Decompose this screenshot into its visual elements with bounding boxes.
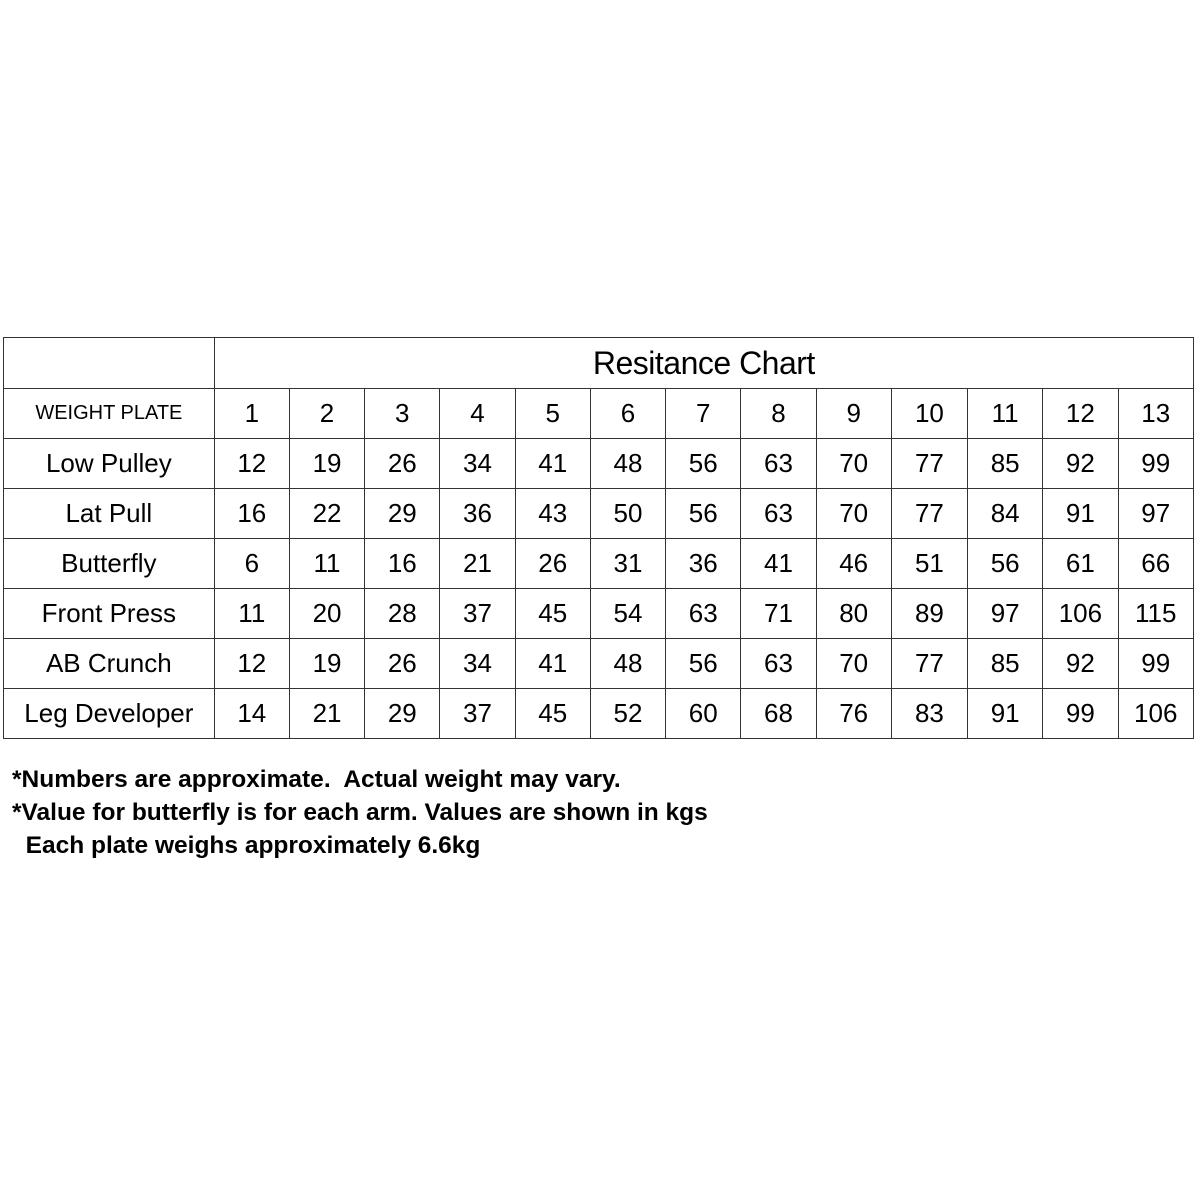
resistance-value-cell: 97: [1118, 489, 1194, 539]
plate-number-header: 8: [741, 389, 816, 439]
plate-number-header: 7: [666, 389, 741, 439]
header-row: [4, 389, 1194, 439]
resistance-value-cell: 34: [440, 439, 515, 489]
resistance-value-cell: 63: [741, 489, 816, 539]
plate-number-header: 10: [891, 389, 967, 439]
resistance-value-cell: 34: [440, 639, 515, 689]
resistance-value-cell: 61: [1043, 539, 1118, 589]
resistance-value-cell: 37: [440, 589, 515, 639]
resistance-chart-table: [3, 337, 1194, 739]
footnotes: [12, 763, 708, 862]
footnote-butterfly-units: *Value for butterfly is for each arm. Values are shown in kgs: [12, 799, 708, 826]
resistance-value-cell: 37: [440, 689, 515, 739]
table-row: [4, 689, 1194, 739]
resistance-value-cell: 41: [741, 539, 816, 589]
resistance-value-cell: 76: [816, 689, 891, 739]
resistance-value-cell: 19: [289, 439, 364, 489]
resistance-value-cell: 77: [891, 489, 967, 539]
resistance-value-cell: 99: [1043, 689, 1118, 739]
resistance-value-cell: 26: [365, 439, 440, 489]
resistance-value-cell: 19: [289, 639, 364, 689]
resistance-value-cell: 16: [365, 539, 440, 589]
table-row: [4, 589, 1194, 639]
table-row: [4, 489, 1194, 539]
resistance-value-cell: 36: [440, 489, 515, 539]
resistance-value-cell: 77: [891, 439, 967, 489]
resistance-value-cell: 106: [1118, 689, 1194, 739]
resistance-value-cell: 92: [1043, 639, 1118, 689]
resistance-value-cell: 41: [515, 639, 590, 689]
plate-number-header: 2: [289, 389, 364, 439]
table-row: [4, 639, 1194, 689]
resistance-value-cell: 36: [666, 539, 741, 589]
resistance-value-cell: 91: [1043, 489, 1118, 539]
resistance-value-cell: 80: [816, 589, 891, 639]
resistance-value-cell: 71: [741, 589, 816, 639]
resistance-value-cell: 63: [741, 439, 816, 489]
resistance-value-cell: 56: [666, 639, 741, 689]
resistance-value-cell: 63: [741, 639, 816, 689]
resistance-value-cell: 14: [214, 689, 289, 739]
resistance-value-cell: 115: [1118, 589, 1194, 639]
resistance-value-cell: 68: [741, 689, 816, 739]
table-row: [4, 439, 1194, 489]
title-row: [4, 338, 1194, 389]
resistance-value-cell: 83: [891, 689, 967, 739]
resistance-value-cell: 31: [590, 539, 665, 589]
resistance-value-cell: 26: [515, 539, 590, 589]
resistance-value-cell: 12: [214, 439, 289, 489]
exercise-label: Butterfly: [4, 539, 215, 589]
resistance-value-cell: 51: [891, 539, 967, 589]
resistance-value-cell: 92: [1043, 439, 1118, 489]
resistance-value-cell: 48: [590, 639, 665, 689]
resistance-value-cell: 45: [515, 589, 590, 639]
exercise-label: Lat Pull: [4, 489, 215, 539]
resistance-value-cell: 22: [289, 489, 364, 539]
resistance-value-cell: 11: [289, 539, 364, 589]
resistance-value-cell: 106: [1043, 589, 1118, 639]
resistance-value-cell: 26: [365, 639, 440, 689]
resistance-value-cell: 84: [968, 489, 1043, 539]
plate-number-header: 12: [1043, 389, 1118, 439]
resistance-value-cell: 85: [968, 439, 1043, 489]
chart-title: Resitance Chart: [214, 338, 1193, 389]
resistance-value-cell: 77: [891, 639, 967, 689]
resistance-value-cell: 6: [214, 539, 289, 589]
resistance-value-cell: 66: [1118, 539, 1194, 589]
resistance-value-cell: 12: [214, 639, 289, 689]
corner-cell: [4, 338, 215, 389]
resistance-value-cell: 99: [1118, 639, 1194, 689]
resistance-value-cell: 21: [289, 689, 364, 739]
plate-number-header: 3: [365, 389, 440, 439]
resistance-value-cell: 63: [666, 589, 741, 639]
resistance-value-cell: 70: [816, 489, 891, 539]
resistance-value-cell: 89: [891, 589, 967, 639]
weight-plate-header: WEIGHT PLATE: [4, 389, 215, 439]
exercise-label: Front Press: [4, 589, 215, 639]
resistance-value-cell: 20: [289, 589, 364, 639]
plate-number-header: 9: [816, 389, 891, 439]
resistance-value-cell: 16: [214, 489, 289, 539]
footnote-approximate: *Numbers are approximate. Actual weight may vary.: [12, 766, 621, 793]
resistance-value-cell: 41: [515, 439, 590, 489]
plate-number-header: 1: [214, 389, 289, 439]
resistance-value-cell: 54: [590, 589, 665, 639]
resistance-value-cell: 29: [365, 689, 440, 739]
resistance-value-cell: 56: [666, 489, 741, 539]
resistance-value-cell: 45: [515, 689, 590, 739]
exercise-label: Low Pulley: [4, 439, 215, 489]
resistance-value-cell: 97: [968, 589, 1043, 639]
resistance-value-cell: 70: [816, 439, 891, 489]
resistance-value-cell: 48: [590, 439, 665, 489]
resistance-value-cell: 29: [365, 489, 440, 539]
table-row: [4, 539, 1194, 589]
resistance-value-cell: 85: [968, 639, 1043, 689]
resistance-value-cell: 11: [214, 589, 289, 639]
plate-number-header: 5: [515, 389, 590, 439]
plate-number-header: 6: [590, 389, 665, 439]
exercise-label: Leg Developer: [4, 689, 215, 739]
plate-number-header: 11: [968, 389, 1043, 439]
resistance-value-cell: 56: [968, 539, 1043, 589]
footnote-plate-weight: Each plate weighs approximately 6.6kg: [12, 832, 481, 859]
plate-number-header: 4: [440, 389, 515, 439]
resistance-value-cell: 60: [666, 689, 741, 739]
resistance-value-cell: 21: [440, 539, 515, 589]
exercise-label: AB Crunch: [4, 639, 215, 689]
resistance-value-cell: 43: [515, 489, 590, 539]
resistance-value-cell: 52: [590, 689, 665, 739]
resistance-value-cell: 28: [365, 589, 440, 639]
resistance-value-cell: 91: [968, 689, 1043, 739]
resistance-value-cell: 70: [816, 639, 891, 689]
resistance-value-cell: 46: [816, 539, 891, 589]
resistance-value-cell: 99: [1118, 439, 1194, 489]
plate-number-header: 13: [1118, 389, 1194, 439]
resistance-value-cell: 56: [666, 439, 741, 489]
resistance-value-cell: 50: [590, 489, 665, 539]
